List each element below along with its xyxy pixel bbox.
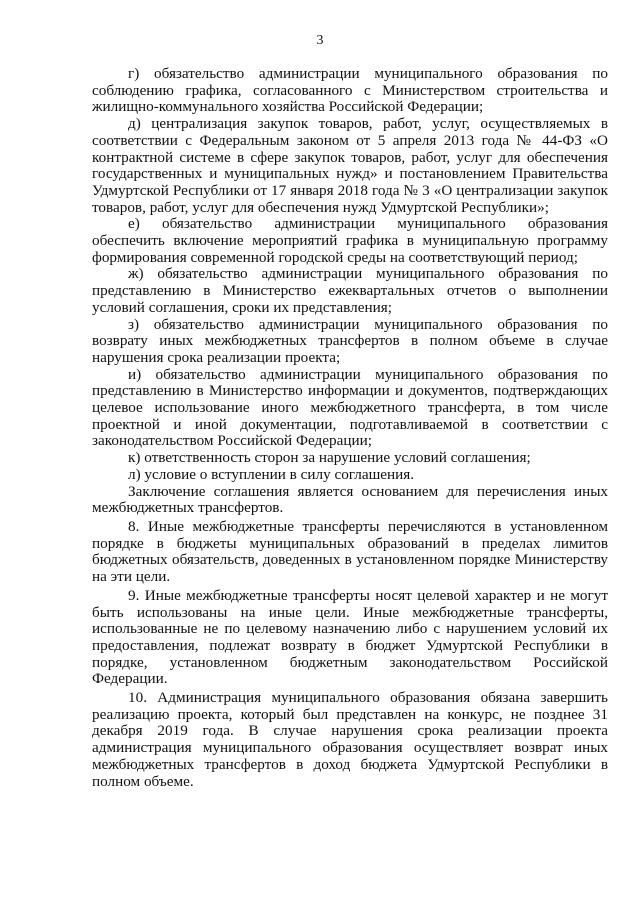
paragraph-z: з) обязательство администрации муниципального образования по возврату иных межбюджетных трансфертов в полном объеме в случае нарушения срока реализации проекта; <box>92 315 608 366</box>
paragraph-k: к) ответственность сторон за нарушение условий соглашения; <box>128 449 531 467</box>
paragraph-g: г) обязательство администрации муниципального образования по соблюдению графика, согласованного с Министерством строительства и жилищно-коммунального хозяйства Российской Федерации; <box>92 65 608 116</box>
paragraph-zh: ж) обязательство администрации муниципального образования по представлению в Министерство ежеквартальных отчетов о выполнении условий соглашения, сроки их представления; <box>92 265 608 316</box>
clause-8: 8. Иные межбюджетные трансферты перечисляются в установленном порядке в бюджеты муниципальных образований в пределах лимитов бюджетных обязательств, доведенных в установленном порядке Министерству на эти цели. <box>92 517 608 586</box>
paragraph-agreement-conclusion: Заключение соглашения является основанием для перечисления иных межбюджетных трансфертов. <box>92 482 608 517</box>
paragraph-e: е) обязательство администрации муниципального образования обеспечить включение мероприятий графика в муниципальную программу формирования современной городской среды на соответствующий период; <box>92 215 608 266</box>
clause-10: 10. Администрация муниципального образования обязана завершить реализацию проекта, который был представлен на конкурс, не позднее 31 декабря 2019 года. В случае нарушения срока реализации проекта администрация муниципального образования осуществляет возврат иных межбюджетных трансфертов в доход бюджета Удмуртской Республики в полном объеме. <box>92 689 608 790</box>
paragraph-i: и) обязательство администрации муниципального образования по представлению в Министерство информации и документов, подтверждающих целевое использование иного межбюджетного трансферта, в том числе проектной и иной документации, подготавливаемой в соответствии с законодательством Российской Федерации; <box>92 365 608 450</box>
paragraph-l: л) условие о вступлении в силу соглашения. <box>128 465 415 483</box>
document-body <box>92 66 608 790</box>
clause-9: 9. Иные межбюджетные трансферты носят целевой характер и не могут быть использованы на иные цели. Иные межбюджетные трансферты, использованные не по целевому назначению либо с нарушением условий их предоставления, подлежат возврату в бюджет Удмуртской Республики в порядке, установленном бюджетным законодательством Российской Федерации. <box>92 586 608 688</box>
page-number: 3 <box>316 33 324 48</box>
paragraph-d: д) централизация закупок товаров, работ, услуг, осуществляемых в соответствии с Федеральным законом от 5 апреля 2013 года № 44-ФЗ «О контрактной системе в сфере закупок товаров, работ, услуг для обеспечения государственных и муниципальных нужд» и постановлением Правительства Удмуртской Республики от 17 января 2018 года № 3 «О централизации закупок товаров, работ, услуг для обеспечения нужд Удмуртской Республики»; <box>92 115 608 216</box>
